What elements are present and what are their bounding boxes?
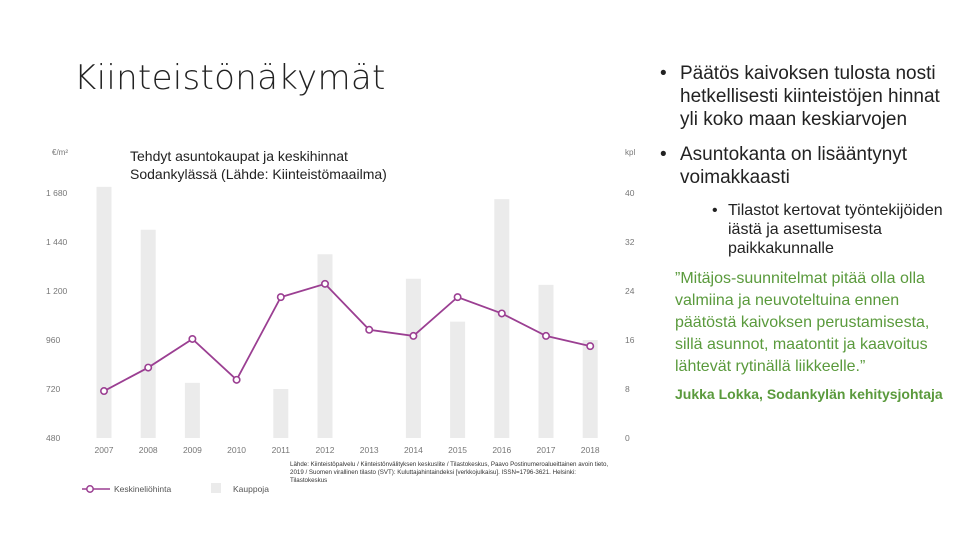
data-point: [233, 377, 239, 383]
bar: [583, 340, 598, 438]
legend-line-marker: [87, 486, 93, 492]
x-tick-label: 2016: [492, 445, 512, 455]
left-tick-label: 1 200: [46, 286, 68, 296]
left-tick-label: 960: [46, 335, 61, 345]
left-axis-unit: €/m²: [52, 148, 68, 157]
slide-title: Kiinteistönäkymät: [74, 58, 386, 98]
bar: [273, 389, 288, 438]
right-tick-label: 24: [625, 286, 635, 296]
x-tick-label: 2017: [536, 445, 556, 455]
left-axis: [46, 188, 68, 443]
bar: [185, 383, 200, 438]
chart: [28, 138, 648, 498]
line-series: [101, 281, 594, 395]
bar-group: [97, 187, 598, 438]
bar: [539, 285, 554, 438]
right-axis: [625, 188, 635, 443]
right-tick-label: 8: [625, 384, 630, 394]
x-tick-label: 2012: [315, 445, 335, 455]
right-tick-label: 0: [625, 433, 630, 443]
left-tick-label: 480: [46, 433, 61, 443]
left-tick-label: 1 440: [46, 237, 68, 247]
right-tick-label: 32: [625, 237, 635, 247]
x-tick-label: 2018: [580, 445, 600, 455]
bar: [406, 279, 421, 438]
legend-bar-label: Kauppoja: [233, 484, 269, 494]
x-tick-label: 2010: [227, 445, 247, 455]
chart-source: Lähde: Kiinteistöpalvelu / Kiinteistönvälityksen keskuslite / Tilastokeskus, Paavo Postinumeroalueittainen avoin tieto, 2019 / Suomen virallinen tilasto (SVT): Kuluttajahintaindeksi [verkkojulkaisu]. ISSN=1796-3621. Helsinki: Tilastokeskus: [290, 461, 609, 484]
x-tick-label: 2008: [138, 445, 158, 455]
chart-subtitle: Sodankylässä (Lähde: Kiinteistömaailma): [130, 166, 387, 182]
data-point: [145, 364, 151, 370]
data-point: [101, 388, 107, 394]
bar: [450, 322, 465, 438]
right-tick-label: 40: [625, 188, 635, 198]
data-point: [322, 281, 328, 287]
x-tick-label: 2013: [359, 445, 379, 455]
data-point: [278, 294, 284, 300]
quote-attribution: Jukka Lokka, Sodankylän kehitysjohtaja: [675, 386, 943, 402]
chart-title: Tehdyt asuntokaupat ja keskihinnat: [130, 148, 348, 164]
bullet-item: • Päätös kaivoksen tulosta nosti hetkellisesti kiinteistöjen hinnat yli koko maan keskiarvojen: [658, 62, 954, 131]
legend-bar-swatch: [211, 483, 221, 493]
data-point: [366, 327, 372, 333]
right-text-panel: [658, 62, 954, 404]
quote-text: ”Mitäjos-suunnitelmat pitää olla olla valmiina ja neuvoteltuina ennen päätöstä kaivoksen perustamisesta, sillä asunnot, maatontit ja kaavoitus lähtevät rytinällä liikkeelle.”: [675, 270, 930, 375]
x-tick-label: 2014: [403, 445, 423, 455]
sub-bullet-item: • Tilastot kertovat työntekijöiden iästä ja asettumisesta paikkakunnalle: [710, 201, 954, 258]
data-point: [410, 333, 416, 339]
data-point: [543, 333, 549, 339]
data-point: [587, 343, 593, 349]
x-tick-label: 2011: [271, 445, 290, 455]
right-tick-label: 16: [625, 335, 635, 345]
bullet-item: • Asuntokanta on lisääntynyt voimakkaasti: [658, 143, 954, 189]
legend-line-label: Keskineliöhinta: [114, 484, 172, 494]
left-tick-label: 1 680: [46, 188, 68, 198]
x-tick-label: 2007: [94, 445, 114, 455]
chart-title-block: [130, 147, 470, 183]
bar: [494, 199, 509, 438]
data-point: [454, 294, 460, 300]
bar: [97, 187, 112, 438]
chart-svg: [28, 138, 648, 498]
data-point: [499, 310, 505, 316]
x-tick-label: 2015: [448, 445, 468, 455]
left-tick-label: 720: [46, 384, 61, 394]
chart-legend: [82, 483, 269, 494]
x-tick-label: 2009: [182, 445, 202, 455]
series-line: [104, 284, 590, 391]
data-point: [189, 336, 195, 342]
x-axis: [95, 445, 600, 455]
bar: [141, 230, 156, 438]
right-axis-unit: kpl: [625, 148, 636, 157]
